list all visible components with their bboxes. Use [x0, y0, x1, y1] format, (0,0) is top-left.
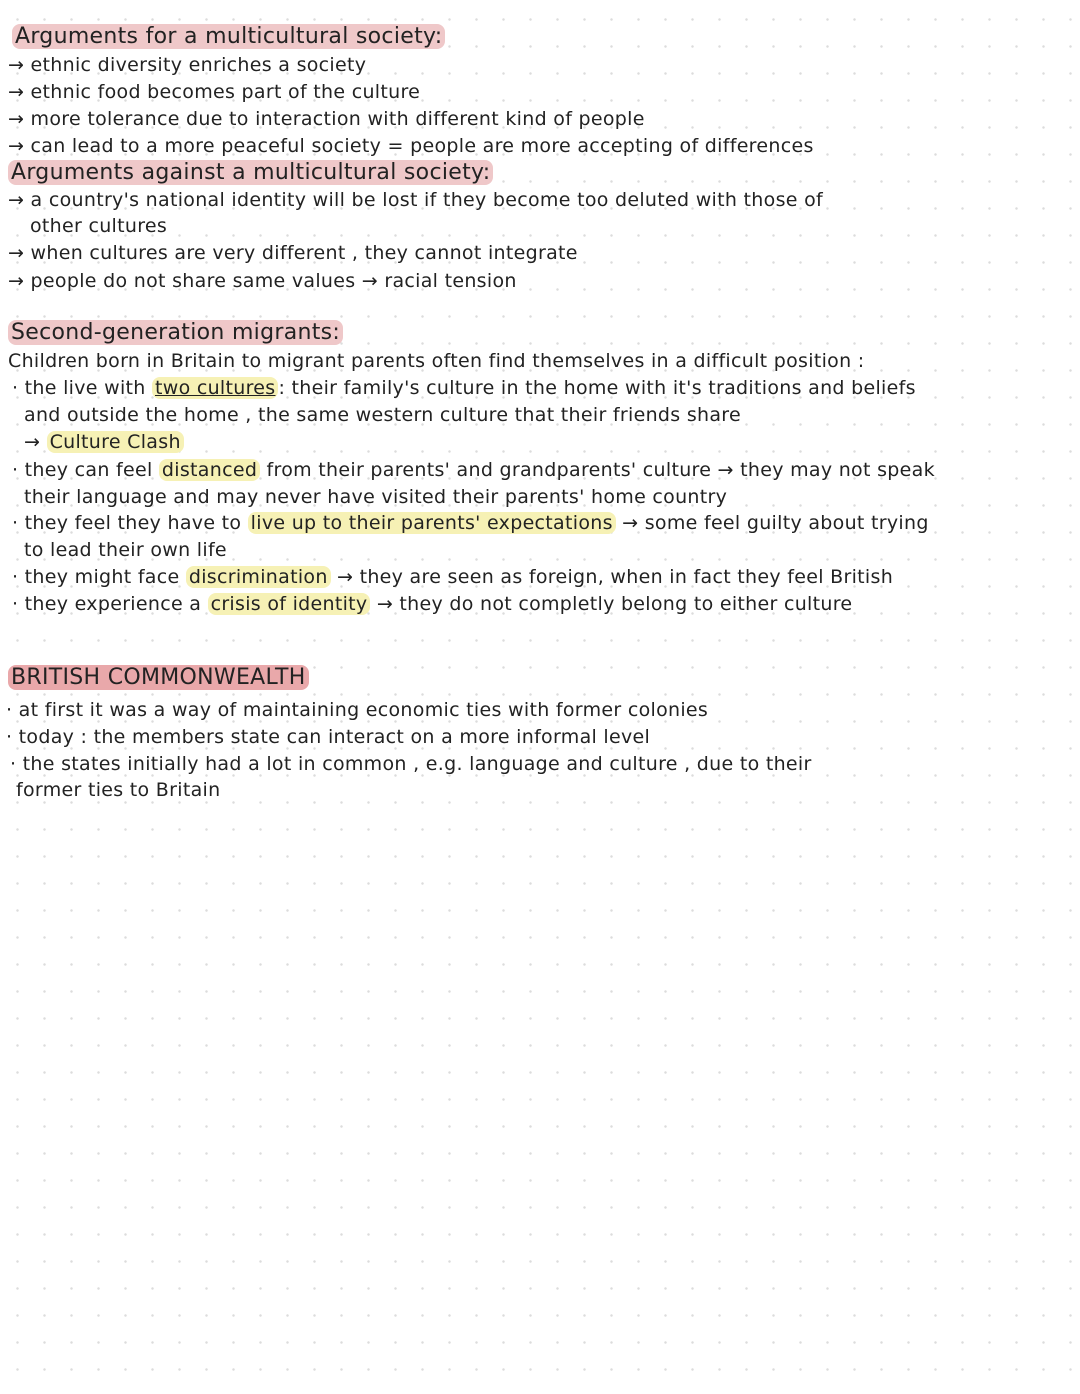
second-gen-point-4 — [12, 564, 893, 590]
for-point: → ethnic diversity enriches a society — [8, 54, 367, 76]
point-text: : their family's culture in the home with it's traditions and beliefs — [278, 377, 916, 399]
second-gen-point-3-cont: to lead their own life — [24, 539, 227, 561]
point-text: → they are seen as foreign, when in fact they feel British — [330, 566, 894, 588]
against-heading-text: Arguments against a multicultural society: — [8, 160, 493, 185]
second-gen-heading-text: Second-generation migrants: — [8, 320, 343, 345]
second-gen-point-2 — [12, 457, 935, 483]
for-heading-text: Arguments for a multicultural society: — [12, 24, 445, 49]
highlight-distanced: distanced — [159, 459, 260, 481]
against-point: → people do not share same values → racial tension — [8, 270, 517, 292]
second-gen-point-5 — [12, 591, 852, 617]
for-point: → ethnic food becomes part of the culture — [8, 81, 421, 103]
point-text: from their parents' and grandparents' culture → they may not speak — [260, 459, 935, 481]
for-heading — [12, 24, 445, 50]
point-text: → they do not completly belong to either culture — [370, 593, 853, 615]
second-gen-heading — [8, 320, 343, 346]
point-text: · they feel they have to — [12, 512, 248, 534]
commonwealth-point-continued: former ties to Britain — [16, 779, 221, 801]
commonwealth-heading-text: BRITISH COMMONWEALTH — [8, 665, 309, 690]
commonwealth-heading — [8, 665, 309, 691]
against-point: → a country's national identity will be lost if they become too deluted with those of — [8, 189, 824, 211]
for-point: → more tolerance due to interaction with different kind of people — [8, 108, 645, 130]
commonwealth-point: · the states initially had a lot in common , e.g. language and culture , due to their — [10, 753, 812, 775]
point-text: · they experience a — [12, 593, 208, 615]
arrow-text: → — [24, 431, 47, 453]
culture-clash-line — [24, 429, 184, 455]
point-text: → some feel guilty about trying — [615, 512, 929, 534]
point-text: · they can feel — [12, 459, 159, 481]
highlight-culture-clash: Culture Clash — [47, 431, 184, 453]
point-text: · the live with — [12, 377, 152, 399]
against-point-continued: other cultures — [30, 215, 168, 237]
second-gen-point-1-cont: and outside the home , the same western culture that their friends share — [24, 404, 741, 426]
second-gen-point-3 — [12, 510, 929, 536]
highlight-expectations: live up to their parents' expectations — [248, 512, 616, 534]
against-point: → when cultures are very different , they cannot integrate — [8, 242, 578, 264]
commonwealth-point: · at first it was a way of maintaining economic ties with former colonies — [6, 699, 709, 721]
commonwealth-point: · today : the members state can interact on a more informal level — [6, 726, 651, 748]
for-point: → can lead to a more peaceful society = people are more accepting of differences — [8, 135, 814, 157]
second-gen-point-2-cont: their language and may never have visited their parents' home country — [24, 486, 728, 508]
second-gen-intro: Children born in Britain to migrant parents often find themselves in a difficult position : — [8, 350, 865, 372]
point-text: · they might face — [12, 566, 186, 588]
second-gen-point-1 — [12, 375, 916, 401]
highlight-crisis-of-identity: crisis of identity — [208, 593, 371, 615]
highlight-discrimination: discrimination — [186, 566, 331, 588]
against-heading — [8, 160, 493, 186]
highlight-two-cultures: two cultures — [152, 377, 279, 399]
